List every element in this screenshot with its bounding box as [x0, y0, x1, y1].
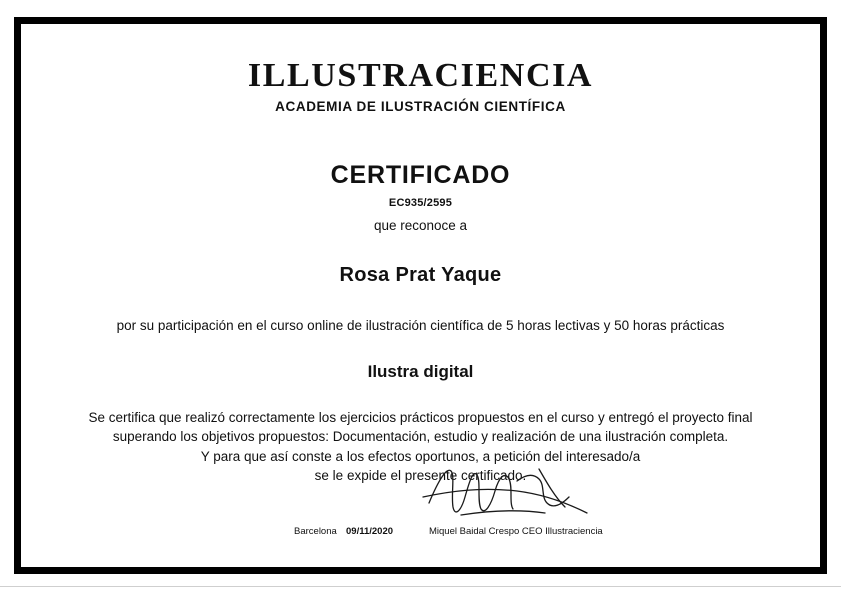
participation-text: por su participación en el curso online de ilustración científica de 5 horas lectivas y 50 horas prácticas — [116, 317, 725, 333]
certificate-code: EC935/2595 — [388, 196, 453, 209]
brand-header — [248, 58, 593, 114]
course-name: Ilustra digital — [367, 361, 474, 381]
signer-name: Miquel Baidal Crespo CEO Illustraciencia — [429, 526, 603, 537]
body-line-2: superando los objetivos propuestos: Documentación, estudio y realización de una ilustración completa. — [112, 429, 729, 445]
signature-block — [21, 457, 820, 553]
page-bottom-divider — [0, 586, 841, 587]
recognizes-label: que reconoce a — [373, 217, 468, 233]
handwritten-signature-icon — [421, 461, 591, 523]
signature-place: Barcelona — [294, 526, 337, 537]
brand-name: ILLUSTRACIENCIA — [247, 57, 594, 94]
signature-date: 09/11/2020 — [346, 526, 394, 537]
recipient-name: Rosa Prat Yaque — [339, 263, 502, 286]
certificate-content — [21, 24, 820, 567]
body-line-3: Y para que así conste a los efectos oportunos, a petición del interesado/a — [200, 448, 641, 464]
body-line-1: Se certifica que realizó correctamente los ejercicios prácticos propuestos en el curso y entregó el proyecto final — [88, 409, 753, 425]
body-line-4: se le expide el presente certificado. — [314, 468, 527, 484]
brand-subtitle: ACADEMIA DE ILUSTRACIÓN CIENTÍFICA — [275, 98, 566, 114]
certificate-title: CERTIFICADO — [330, 160, 511, 189]
certificate-border-frame — [14, 17, 827, 574]
